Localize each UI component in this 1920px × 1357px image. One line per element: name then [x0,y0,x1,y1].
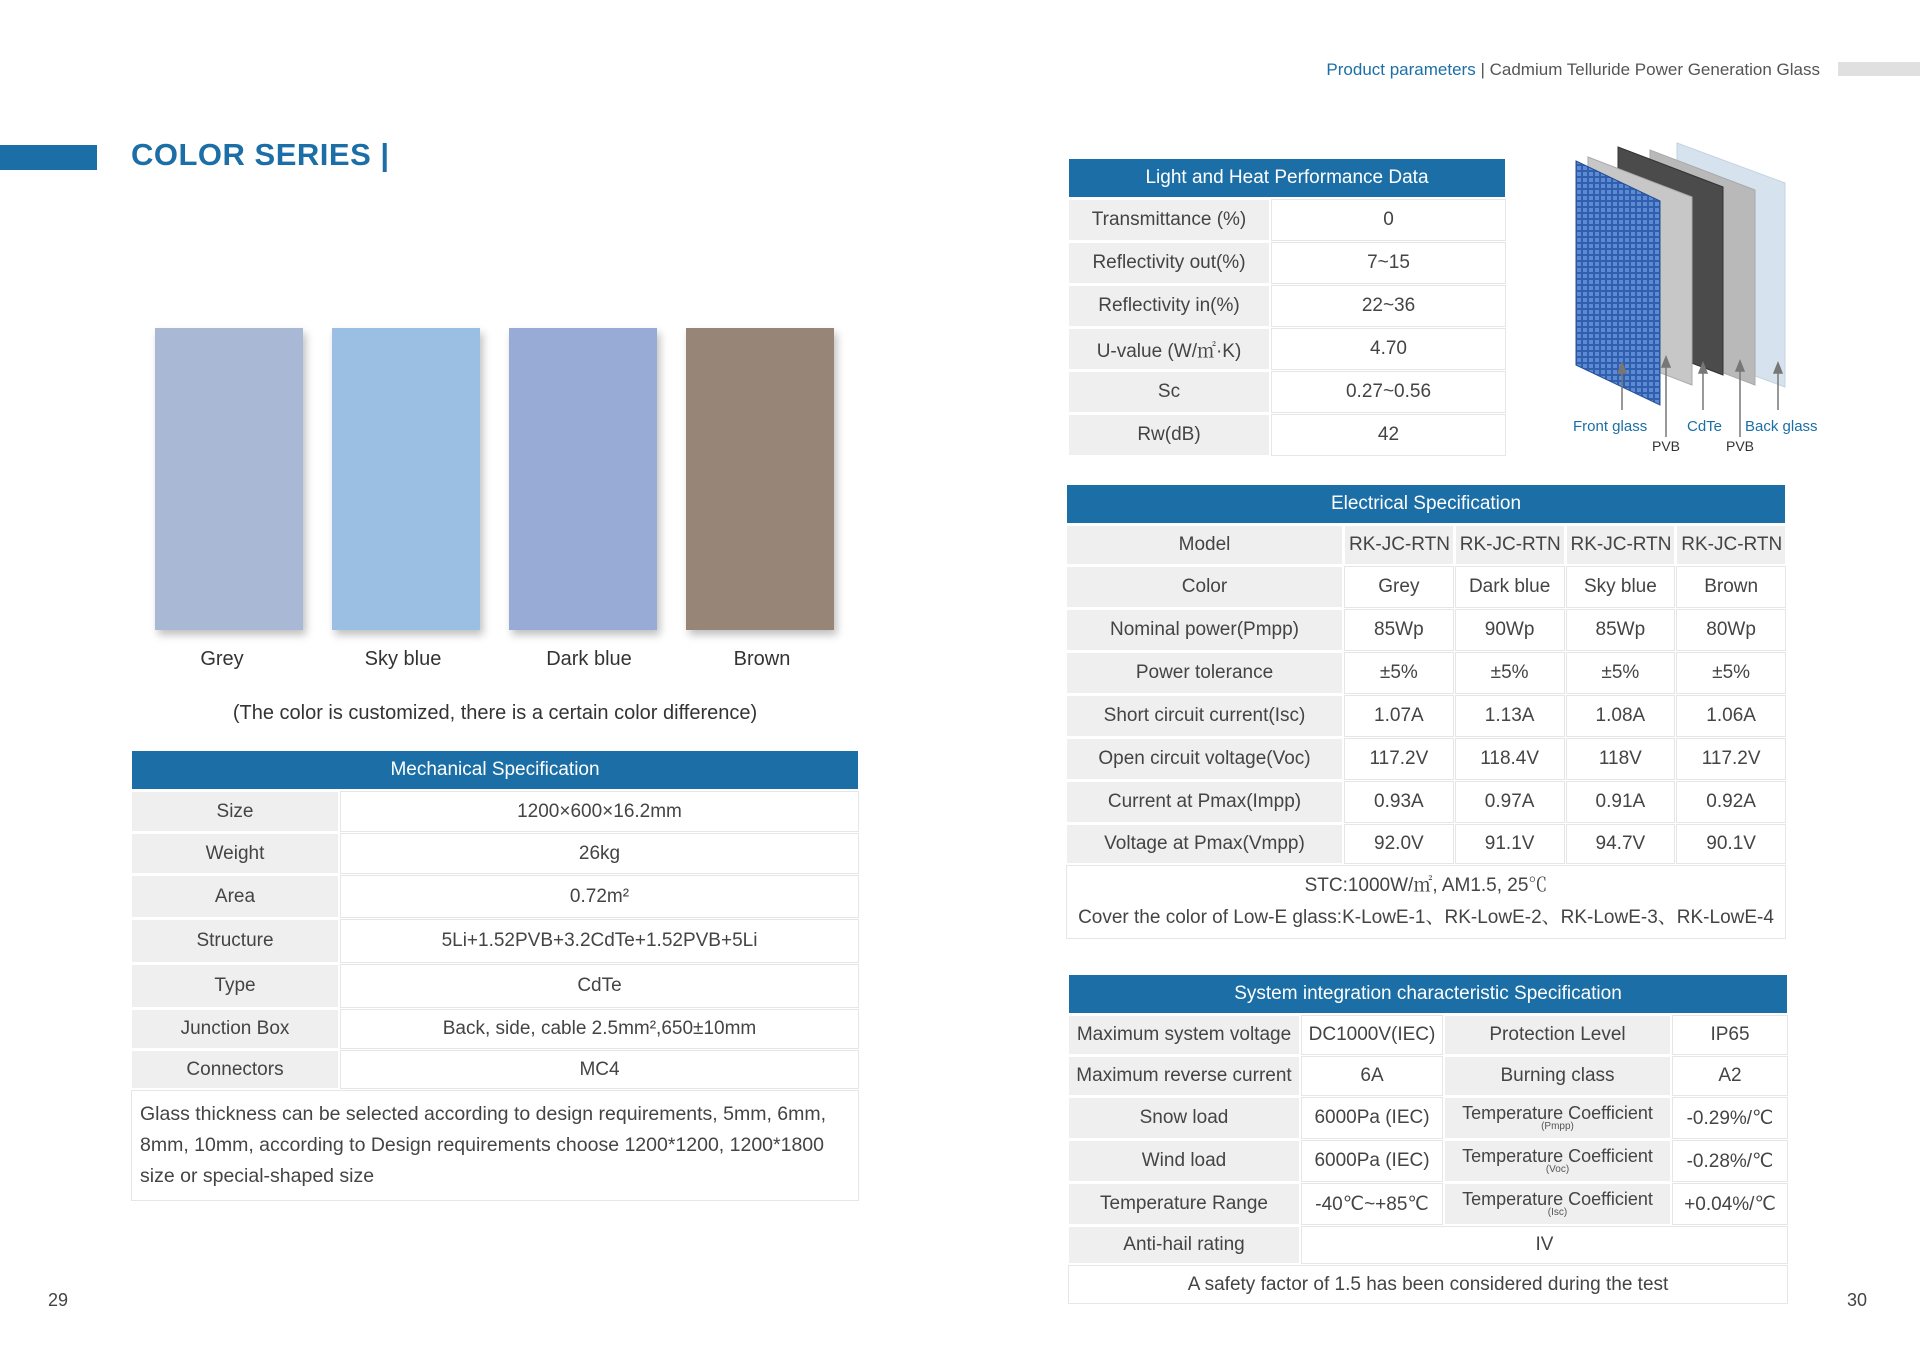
header-accent-bar [1838,62,1920,76]
spec-label: Area [132,876,338,917]
table-row [132,920,858,962]
spec-value: ±5% [1345,653,1453,693]
spec-label: Type [132,965,338,1007]
spec-label [1445,1141,1670,1181]
front-glass-label: Front glass [1573,418,1648,435]
spec-label [1445,1184,1670,1224]
spec-value: CdTe [341,965,858,1007]
swatch-sky-blue [332,328,480,630]
spec-value: 117.2V [1345,739,1453,779]
table-row [1067,610,1785,650]
table-row [132,834,858,873]
table-row [1067,653,1785,693]
light-heat-title: Light and Heat Performance Data [1069,159,1505,197]
spec-label: Transmittance (%) [1069,200,1269,240]
spec-label: Size [132,792,338,831]
title-accent-bar [0,145,97,170]
stc-conditions: STC:1000W/㎡, AM1.5, 25℃ [1304,875,1548,896]
spec-label: Burning class [1445,1057,1670,1095]
table-row [132,876,858,917]
spec-value: 90Wp [1456,610,1564,650]
spec-value: 90.1V [1677,825,1785,863]
system-spec-title: System integration characteristic Specification [1069,975,1787,1013]
spec-value: 0.93A [1345,782,1453,822]
color-note: (The color is customized, there is a certain color difference) [232,702,758,724]
spec-value: 80Wp [1677,610,1785,650]
spec-value: 0.27~0.56 [1272,372,1505,412]
spec-value: 7~15 [1272,243,1505,283]
spec-label: Temperature Range [1069,1184,1299,1224]
spec-label-main: Temperature Coefficient [1462,1146,1653,1166]
pvb-label-1: PVB [1652,438,1681,454]
page-title: COLOR SERIES | [131,137,390,172]
spec-label: Protection Level [1445,1016,1670,1054]
table-row [1067,526,1785,564]
spec-value: MC4 [341,1051,858,1088]
spec-label: Rw(dB) [1069,415,1269,455]
spec-value: RK-JC-RTN [1456,526,1564,564]
table-row [1069,286,1505,326]
page-number-left: 29 [48,1290,69,1310]
spec-value: +0.04%/℃ [1673,1184,1787,1224]
spec-label: Nominal power(Pmpp) [1067,610,1342,650]
spec-label: Voltage at Pmax(Vmpp) [1067,825,1342,863]
spec-label: Reflectivity out(%) [1069,243,1269,283]
spec-value: 6A [1302,1057,1442,1095]
spec-value: IP65 [1673,1016,1787,1054]
table-row [1069,1098,1787,1138]
table-row [1069,200,1505,240]
spec-value: 92.0V [1345,825,1453,863]
table-row [1069,1184,1787,1224]
table-row [1069,329,1505,369]
spec-value: Back, side, cable 2.5mm²,650±10mm [341,1010,858,1048]
swatch-label-grey: Grey [200,648,244,670]
spec-value: 1200×600×16.2mm [341,792,858,831]
table-row [1069,415,1505,455]
spec-value: ±5% [1677,653,1785,693]
safety-factor-note: A safety factor of 1.5 has been considered during the test [1069,1266,1787,1303]
spec-value: RK-JC-RTN [1677,526,1785,564]
spec-label-sub: (Pmpp) [1541,1121,1574,1132]
spec-label: Anti-hail rating [1069,1227,1299,1263]
spec-label-sub: (Isc) [1547,1207,1568,1218]
spec-label: Reflectivity in(%) [1069,286,1269,326]
spec-label: Model [1067,526,1342,564]
table-row [1069,1016,1787,1054]
glass-layer-diagram [1540,135,1840,465]
spec-value: -0.29%/℃ [1673,1098,1787,1138]
spec-label: Structure [132,920,338,962]
spec-label: Current at Pmax(Impp) [1067,782,1342,822]
spec-value: 118V [1567,739,1675,779]
spec-label: Maximum reverse current [1069,1057,1299,1095]
spec-label: Open circuit voltage(Voc) [1067,739,1342,779]
spec-value: 26kg [341,834,858,873]
back-glass-label: Back glass [1745,418,1818,435]
spec-value: Sky blue [1567,567,1675,607]
spec-value: 91.1V [1456,825,1564,863]
spec-value: 1.13A [1456,696,1564,736]
swatch-grey [155,328,303,630]
page-number-right: 30 [1847,1290,1868,1310]
spec-value: 118.4V [1456,739,1564,779]
table-row [1069,1141,1787,1181]
spec-value: 1.08A [1567,696,1675,736]
spec-label: Short circuit current(Isc) [1067,696,1342,736]
spec-value: 85Wp [1567,610,1675,650]
table-row [1069,1057,1787,1095]
spec-value: Dark blue [1456,567,1564,607]
swatch-label-brown: Brown [733,648,791,670]
spec-label: Wind load [1069,1141,1299,1181]
spec-value: 0 [1272,200,1505,240]
table-row [1067,567,1785,607]
header-separator: | [1480,60,1485,79]
spec-value: A2 [1673,1057,1787,1095]
spec-value: 0.72m² [341,876,858,917]
electrical-spec-title: Electrical Specification [1067,485,1785,523]
spec-value: -0.28%/℃ [1673,1141,1787,1181]
spec-value: 42 [1272,415,1505,455]
table-row [1069,1227,1787,1263]
spec-value: 22~36 [1272,286,1505,326]
spec-label-main: Temperature Coefficient [1462,1103,1653,1123]
swatch-label-sky-blue: Sky blue [364,648,442,670]
spec-label: Weight [132,834,338,873]
spec-value: 117.2V [1677,739,1785,779]
cdte-label: CdTe [1687,418,1723,435]
table-row [1069,243,1505,283]
header-section: Product parameters [1326,60,1476,79]
spec-value: 4.70 [1272,329,1505,369]
spec-label-sub: (Voc) [1545,1164,1570,1175]
low-e-cover-note: Cover the color of Low-E glass:K-LowE-1、RK-LowE-2、RK-LowE-3、RK-LowE-4 [1078,907,1774,928]
spec-label: Maximum system voltage [1069,1016,1299,1054]
spec-value: 0.97A [1456,782,1564,822]
table-row [1067,825,1785,863]
spec-value: RK-JC-RTN [1567,526,1675,564]
table-row [132,965,858,1007]
spec-label: Sc [1069,372,1269,412]
swatch-label-dark-blue: Dark blue [546,648,632,670]
spec-label: Snow load [1069,1098,1299,1138]
spec-value: 0.91A [1567,782,1675,822]
spec-label: Junction Box [132,1010,338,1048]
table-row [132,1010,858,1048]
spec-label: Power tolerance [1067,653,1342,693]
header-product: Cadmium Telluride Power Generation Glass [1489,60,1820,79]
spec-value: 1.07A [1345,696,1453,736]
swatch-dark-blue [509,328,657,630]
spec-value: Brown [1677,567,1785,607]
spec-value: RK-JC-RTN [1345,526,1453,564]
spec-label: Color [1067,567,1342,607]
spec-value: 1.06A [1677,696,1785,736]
table-row [132,792,858,831]
light-heat-table [1066,156,1508,458]
spec-value: Grey [1345,567,1453,607]
pvb-label-2: PVB [1726,438,1755,454]
table-row [1067,739,1785,779]
front-glass-layer [1576,161,1660,405]
spec-value: 0.92A [1677,782,1785,822]
spec-value: 6000Pa (IEC) [1302,1098,1442,1138]
spec-value: IV [1302,1227,1787,1263]
spec-value: 5Li+1.52PVB+3.2CdTe+1.52PVB+5Li [341,920,858,962]
spec-value: -40℃~+85℃ [1302,1184,1442,1224]
spec-value: 6000Pa (IEC) [1302,1141,1442,1181]
spec-label: Connectors [132,1051,338,1088]
spec-value: DC1000V(IEC) [1302,1016,1442,1054]
spec-label: U-value (W/㎡·K) [1069,329,1269,369]
system-integration-table [1066,972,1790,1306]
mechanical-spec-table [129,748,861,1203]
table-row [1067,782,1785,822]
mechanical-spec-title: Mechanical Specification [132,751,858,789]
spec-label-main: Temperature Coefficient [1462,1189,1653,1209]
page-header [1326,60,1820,80]
glass-thickness-note: Glass thickness can be selected according to design requirements, 5mm, 6mm, 8mm, 10mm, according to Design requirements choose 1200*1200, 1200*1800 size or special-shaped size [132,1091,858,1200]
swatch-brown [686,328,834,630]
table-row [1067,696,1785,736]
spec-value: 94.7V [1567,825,1675,863]
table-row [132,1051,858,1088]
spec-value: ±5% [1567,653,1675,693]
spec-label [1445,1098,1670,1138]
electrical-spec-table [1064,482,1788,941]
spec-value: ±5% [1456,653,1564,693]
spec-value: 85Wp [1345,610,1453,650]
table-row [1069,372,1505,412]
